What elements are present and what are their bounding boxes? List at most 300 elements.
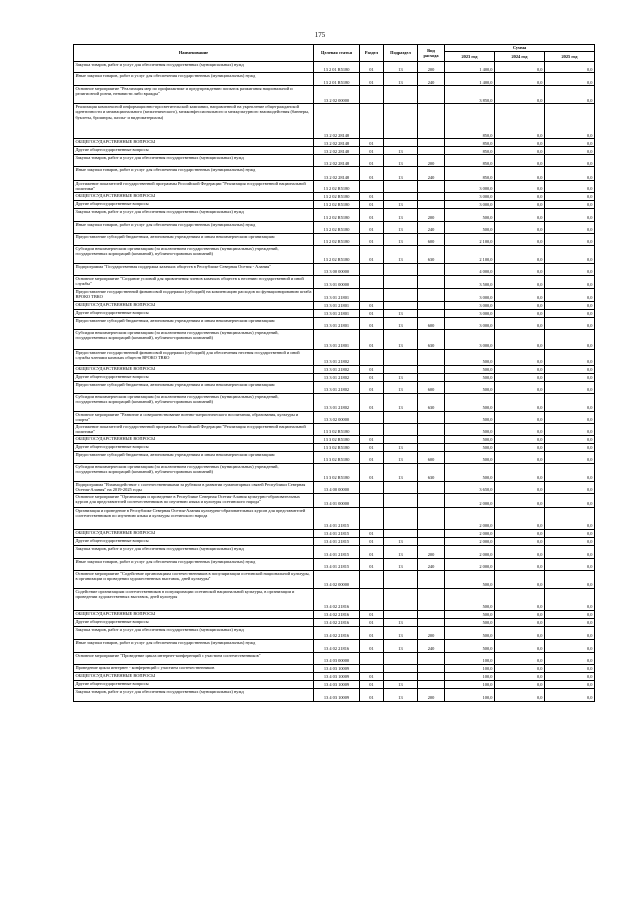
row-sum-2023: 2 000,0 (445, 558, 495, 570)
row-sum-2024: 0,0 (495, 680, 545, 688)
row-sum-2023: 100,0 (445, 672, 495, 680)
header-year-2025: 2025 год (545, 52, 595, 62)
header-sum: Сумма (445, 45, 595, 52)
row-sum-2023: 2 000,0 (445, 493, 495, 507)
row-expense-type: 600 (418, 451, 445, 463)
row-expense-type: 200 (418, 208, 445, 221)
row-sum-2024: 0,0 (495, 288, 545, 301)
row-section: 01 (360, 301, 384, 309)
row-sum-2025: 0,0 (545, 329, 595, 349)
row-sum-2025: 0,0 (545, 288, 595, 301)
row-name: Закупка товаров, работ и услуг для обеспечения государственных (муниципальных) нужд (74, 688, 314, 701)
row-target-article: 13 4 03 10009 (314, 680, 360, 688)
row-sum-2024: 0,0 (495, 309, 545, 317)
table-row (74, 537, 595, 545)
table-row (74, 365, 595, 373)
row-sum-2025: 0,0 (545, 192, 595, 200)
row-target-article: 13 3 01 21802 (314, 381, 360, 393)
row-sum-2024: 0,0 (495, 435, 545, 443)
row-sum-2024: 0,0 (495, 672, 545, 680)
table-row (74, 317, 595, 329)
row-name: Предоставление субсидий бюджетным, автономным учреждениям и иным некоммерческим организациям (74, 451, 314, 463)
row-sum-2024: 0,0 (495, 652, 545, 664)
row-sum-2024: 0,0 (495, 507, 545, 529)
row-section (360, 664, 384, 672)
row-sum-2023: 500,0 (445, 221, 495, 233)
row-target-article: 13 4 01 00000 (314, 493, 360, 507)
row-expense-type (418, 275, 445, 288)
row-name: Закупка товаров, работ и услуг для обеспечения государственных (муниципальных) нужд (74, 155, 314, 167)
row-sum-2025: 0,0 (545, 245, 595, 263)
row-name: Иные закупки товаров, работ и услуг для обеспечения государственных (муниципальных) нужд (74, 558, 314, 570)
row-sum-2024: 0,0 (495, 275, 545, 288)
row-target-article: 13 4 03 00000 (314, 652, 360, 664)
table-row (74, 139, 595, 147)
row-subsection: 13 (384, 463, 418, 481)
row-sum-2025: 0,0 (545, 208, 595, 221)
table-row (74, 664, 595, 672)
row-section (360, 481, 384, 493)
row-target-article: 13 4 03 10009 (314, 672, 360, 680)
row-subsection: 13 (384, 537, 418, 545)
table-row (74, 104, 595, 139)
row-target-article: 13 2 02 28148 (314, 167, 360, 181)
row-target-article: 13 2 02 R5180 (314, 192, 360, 200)
row-sum-2024: 0,0 (495, 263, 545, 275)
row-subsection: 13 (384, 208, 418, 221)
row-sum-2024: 0,0 (495, 329, 545, 349)
row-target-article: 13 3 02 00000 (314, 411, 360, 423)
row-target-article: 13 3 01 21801 (314, 309, 360, 317)
row-section: 01 (360, 147, 384, 155)
row-subsection: 13 (384, 545, 418, 558)
row-sum-2025: 0,0 (545, 349, 595, 365)
row-subsection: 13 (384, 618, 418, 626)
row-sum-2023: 2 000,0 (445, 507, 495, 529)
row-sum-2025: 0,0 (545, 381, 595, 393)
row-sum-2025: 0,0 (545, 639, 595, 652)
row-sum-2023: 850,0 (445, 155, 495, 167)
row-sum-2025: 0,0 (545, 529, 595, 537)
row-section (360, 652, 384, 664)
row-sum-2025: 0,0 (545, 393, 595, 411)
row-name: Закупка товаров, работ и услуг для обеспечения государственных (муниципальных) нужд (74, 626, 314, 639)
row-subsection (384, 493, 418, 507)
row-name: ОБЩЕГОСУДАРСТВЕННЫЕ ВОПРОСЫ (74, 672, 314, 680)
row-sum-2023: 3 000,0 (445, 309, 495, 317)
header-year-2024: 2024 год (495, 52, 545, 62)
row-target-article: 13 2 02 R5180 (314, 208, 360, 221)
row-subsection (384, 652, 418, 664)
row-sum-2025: 0,0 (545, 688, 595, 701)
row-expense-type: 200 (418, 155, 445, 167)
row-sum-2023: 3 000,0 (445, 329, 495, 349)
row-section: 01 (360, 545, 384, 558)
table-row (74, 373, 595, 381)
row-sum-2023: 500,0 (445, 411, 495, 423)
row-sum-2024: 0,0 (495, 245, 545, 263)
row-name: Основное мероприятие "Проведение цикла интернет-конференций с участием соотечественников" (74, 652, 314, 664)
row-target-article: 13 3 01 00000 (314, 275, 360, 288)
row-name: Другие общегосударственные вопросы (74, 309, 314, 317)
row-target-article: 13 3 01 21802 (314, 365, 360, 373)
row-sum-2024: 0,0 (495, 610, 545, 618)
row-expense-type (418, 481, 445, 493)
row-section: 01 (360, 381, 384, 393)
row-expense-type (418, 652, 445, 664)
row-expense-type (418, 139, 445, 147)
row-sum-2024: 0,0 (495, 208, 545, 221)
row-name: ОБЩЕГОСУДАРСТВЕННЫЕ ВОПРОСЫ (74, 365, 314, 373)
row-expense-type (418, 618, 445, 626)
row-name: Основное мероприятие "Организация и проведение в Республике Северная Осетия-Алания культурно-образовательных курсов для представителей соотечественников по изучению языка и культуры осетинского народа" (74, 493, 314, 507)
table-row (74, 329, 595, 349)
row-section (360, 507, 384, 529)
row-section (360, 275, 384, 288)
row-target-article: 13 4 02 21816 (314, 618, 360, 626)
row-section (360, 104, 384, 139)
row-sum-2024: 0,0 (495, 373, 545, 381)
row-section: 01 (360, 73, 384, 86)
row-sum-2024: 0,0 (495, 639, 545, 652)
row-sum-2024: 0,0 (495, 155, 545, 167)
row-sum-2024: 0,0 (495, 618, 545, 626)
table-row (74, 167, 595, 181)
row-subsection (384, 301, 418, 309)
row-sum-2025: 0,0 (545, 481, 595, 493)
row-sum-2024: 0,0 (495, 537, 545, 545)
row-sum-2025: 0,0 (545, 463, 595, 481)
row-expense-type (418, 192, 445, 200)
row-sum-2025: 0,0 (545, 570, 595, 588)
row-expense-type (418, 301, 445, 309)
row-section (360, 181, 384, 193)
row-subsection: 13 (384, 329, 418, 349)
row-name: Подпрограмма "Государственная поддержка казачьих обществ в Республике Северная Осетия - Алания" (74, 263, 314, 275)
row-sum-2023: 3 500,0 (445, 275, 495, 288)
budget-table-sheet (73, 44, 594, 702)
row-target-article: 13 2 02 28148 (314, 147, 360, 155)
row-section: 01 (360, 558, 384, 570)
row-subsection: 13 (384, 443, 418, 451)
row-subsection: 13 (384, 221, 418, 233)
row-name: ОБЩЕГОСУДАРСТВЕННЫЕ ВОПРОСЫ (74, 192, 314, 200)
row-section: 01 (360, 329, 384, 349)
row-target-article: 13 4 02 00000 (314, 570, 360, 588)
row-sum-2024: 0,0 (495, 463, 545, 481)
row-target-article: 13 3 02 R5180 (314, 435, 360, 443)
row-sum-2023: 1 400,0 (445, 62, 495, 73)
table-row (74, 618, 595, 626)
row-subsection: 13 (384, 147, 418, 155)
row-section: 01 (360, 221, 384, 233)
row-expense-type: 630 (418, 329, 445, 349)
row-name: ОБЩЕГОСУДАРСТВЕННЫЕ ВОПРОСЫ (74, 529, 314, 537)
row-sum-2025: 0,0 (545, 200, 595, 208)
row-target-article: 13 4 02 21816 (314, 610, 360, 618)
row-sum-2025: 0,0 (545, 365, 595, 373)
row-name: ОБЩЕГОСУДАРСТВЕННЫЕ ВОПРОСЫ (74, 610, 314, 618)
budget-table (73, 44, 595, 702)
row-sum-2023: 2 000,0 (445, 537, 495, 545)
row-target-article: 13 2 02 28148 (314, 104, 360, 139)
row-subsection: 13 (384, 200, 418, 208)
row-section: 01 (360, 200, 384, 208)
row-subsection (384, 610, 418, 618)
row-target-article: 13 3 01 21802 (314, 393, 360, 411)
row-sum-2023: 500,0 (445, 639, 495, 652)
row-subsection (384, 139, 418, 147)
row-expense-type (418, 493, 445, 507)
table-row (74, 200, 595, 208)
row-target-article: 13 2 02 R5180 (314, 200, 360, 208)
table-row (74, 86, 595, 104)
table-row (74, 588, 595, 610)
row-expense-type (418, 537, 445, 545)
row-sum-2024: 0,0 (495, 545, 545, 558)
row-sum-2024: 0,0 (495, 73, 545, 86)
row-sum-2023: 500,0 (445, 373, 495, 381)
row-target-article: 13 2 02 28148 (314, 139, 360, 147)
row-subsection: 13 (384, 451, 418, 463)
row-sum-2024: 0,0 (495, 443, 545, 451)
row-name: Предоставление субсидий бюджетным, автономным учреждениям и иным некоммерческим организациям (74, 381, 314, 393)
row-sum-2024: 0,0 (495, 393, 545, 411)
row-sum-2023: 500,0 (445, 610, 495, 618)
row-name: Другие общегосударственные вопросы (74, 537, 314, 545)
row-name: Содействие организациям соотечественников в популяризации осетинской национальной культуры, в организации и проведении художественных выставок, дней культуры (74, 588, 314, 610)
row-subsection: 13 (384, 688, 418, 701)
row-subsection (384, 507, 418, 529)
table-row (74, 147, 595, 155)
row-sum-2023: 500,0 (445, 208, 495, 221)
row-name: Реализация комплексной информационно-просветительской кампании, направленной на укрепление общегражданской идентичности и межнационального (межэтнического), межконфессионального и межкультурного взаимодействия (баннеры, буклеты, брошюры, пазлы- и видеоматериалы) (74, 104, 314, 139)
header-expense-type: Вид расхода (418, 45, 445, 62)
row-sum-2025: 0,0 (545, 537, 595, 545)
row-sum-2024: 0,0 (495, 192, 545, 200)
row-section: 01 (360, 451, 384, 463)
header-subsection: Подраздел (384, 45, 418, 62)
row-section (360, 493, 384, 507)
row-name: Субсидии некоммерческим организациям (за исключением государственных (муниципальных) учреждений, государственных корпораций (компаний), публично-правовых компаний) (74, 329, 314, 349)
row-subsection (384, 275, 418, 288)
row-target-article: 13 3 01 21801 (314, 301, 360, 309)
row-sum-2025: 0,0 (545, 317, 595, 329)
row-section: 01 (360, 233, 384, 245)
row-section (360, 288, 384, 301)
row-sum-2025: 0,0 (545, 493, 595, 507)
row-sum-2023: 500,0 (445, 618, 495, 626)
table-row (74, 529, 595, 537)
row-name: Основное мероприятие "Создание условий для привлечения членов казачьих обществ к несению государственной и иной службы" (74, 275, 314, 288)
row-sum-2023: 850,0 (445, 167, 495, 181)
row-subsection (384, 104, 418, 139)
row-subsection (384, 365, 418, 373)
row-sum-2025: 0,0 (545, 680, 595, 688)
table-row (74, 545, 595, 558)
table-row (74, 481, 595, 493)
row-expense-type: 630 (418, 245, 445, 263)
row-sum-2023: 500,0 (445, 423, 495, 435)
row-sum-2023: 2 100,0 (445, 233, 495, 245)
row-sum-2023: 3 000,0 (445, 200, 495, 208)
row-sum-2023: 500,0 (445, 435, 495, 443)
row-name: Иные закупки товаров, работ и услуг для обеспечения государственных (муниципальных) нужд (74, 221, 314, 233)
row-name: Основное мероприятие "Реализация мер по профилактике и предупреждению попыток разжигания национальной и религиозной розни, ненависти либо вражды" (74, 86, 314, 104)
table-row (74, 62, 595, 73)
row-name: Достижение показателей государственной программы Российской Федерации "Реализация государственной национальной политики" (74, 181, 314, 193)
table-row (74, 245, 595, 263)
row-section: 01 (360, 309, 384, 317)
row-expense-type: 600 (418, 381, 445, 393)
row-section: 01 (360, 443, 384, 451)
table-row (74, 301, 595, 309)
row-subsection: 13 (384, 233, 418, 245)
row-sum-2025: 0,0 (545, 443, 595, 451)
row-sum-2024: 0,0 (495, 221, 545, 233)
row-sum-2025: 0,0 (545, 411, 595, 423)
row-expense-type (418, 588, 445, 610)
row-section: 01 (360, 167, 384, 181)
row-subsection (384, 529, 418, 537)
row-section: 01 (360, 139, 384, 147)
row-subsection: 13 (384, 680, 418, 688)
row-expense-type (418, 373, 445, 381)
row-target-article: 13 2 01 R5180 (314, 62, 360, 73)
row-sum-2023: 500,0 (445, 570, 495, 588)
row-sum-2025: 0,0 (545, 147, 595, 155)
table-row (74, 381, 595, 393)
row-expense-type (418, 570, 445, 588)
row-section: 01 (360, 618, 384, 626)
row-sum-2024: 0,0 (495, 62, 545, 73)
row-sum-2023: 2 100,0 (445, 245, 495, 263)
row-name: Предоставление государственной финансовой поддержки (субсидий) для обеспечения несения государственной и иной службы членами казачьих обществ ВРОКО ТВКО (74, 349, 314, 365)
row-expense-type (418, 664, 445, 672)
table-row (74, 411, 595, 423)
row-name: Основное мероприятие "Развитие и совершенствование военно-патриотического воспитания, образования, культуры и спорта" (74, 411, 314, 423)
row-sum-2024: 0,0 (495, 451, 545, 463)
row-sum-2024: 0,0 (495, 349, 545, 365)
row-sum-2023: 850,0 (445, 147, 495, 155)
row-sum-2023: 500,0 (445, 381, 495, 393)
row-expense-type (418, 263, 445, 275)
row-target-article: 13 2 02 R5180 (314, 221, 360, 233)
row-sum-2025: 0,0 (545, 73, 595, 86)
row-expense-type: 200 (418, 626, 445, 639)
row-target-article: 13 3 02 R5180 (314, 463, 360, 481)
row-sum-2024: 0,0 (495, 626, 545, 639)
table-row (74, 610, 595, 618)
row-sum-2024: 0,0 (495, 381, 545, 393)
row-expense-type: 600 (418, 317, 445, 329)
table-row (74, 570, 595, 588)
row-name: Основное мероприятие "Содействие организациям соотечественников в популяризации осетинской национальной культуры, в организации и проведении художественных выставок, дней культуры" (74, 570, 314, 588)
row-section (360, 411, 384, 423)
row-subsection (384, 263, 418, 275)
row-section: 01 (360, 155, 384, 167)
row-sum-2023: 3 000,0 (445, 317, 495, 329)
row-target-article: 13 4 02 21816 (314, 588, 360, 610)
row-sum-2024: 0,0 (495, 317, 545, 329)
row-name: ОБЩЕГОСУДАРСТВЕННЫЕ ВОПРОСЫ (74, 301, 314, 309)
row-subsection: 13 (384, 309, 418, 317)
row-expense-type (418, 288, 445, 301)
row-expense-type (418, 610, 445, 618)
row-sum-2024: 0,0 (495, 411, 545, 423)
row-expense-type (418, 423, 445, 435)
row-target-article: 13 2 02 28148 (314, 155, 360, 167)
row-sum-2024: 0,0 (495, 558, 545, 570)
row-target-article: 13 4 01 21815 (314, 545, 360, 558)
row-subsection (384, 349, 418, 365)
row-subsection: 13 (384, 373, 418, 381)
row-sum-2025: 0,0 (545, 588, 595, 610)
row-sum-2024: 0,0 (495, 181, 545, 193)
row-subsection: 13 (384, 317, 418, 329)
row-section: 01 (360, 688, 384, 701)
row-subsection: 13 (384, 167, 418, 181)
row-section: 01 (360, 529, 384, 537)
row-name: Закупка товаров, работ и услуг для обеспечения государственных (муниципальных) нужд (74, 62, 314, 73)
table-row (74, 652, 595, 664)
row-expense-type (418, 435, 445, 443)
row-name: Проведение цикла интернет - конференций с участием соотечественников (74, 664, 314, 672)
row-name: Иные закупки товаров, работ и услуг для обеспечения государственных (муниципальных) нужд (74, 639, 314, 652)
row-subsection (384, 288, 418, 301)
table-row (74, 349, 595, 365)
row-expense-type (418, 309, 445, 317)
row-sum-2024: 0,0 (495, 86, 545, 104)
row-sum-2025: 0,0 (545, 263, 595, 275)
row-expense-type (418, 529, 445, 537)
row-sum-2024: 0,0 (495, 423, 545, 435)
row-subsection (384, 672, 418, 680)
row-subsection: 13 (384, 381, 418, 393)
row-name: Достижение показателей государственной программы Российской Федерации "Реализация государственной национальной политики" (74, 423, 314, 435)
row-expense-type (418, 672, 445, 680)
row-sum-2023: 500,0 (445, 463, 495, 481)
row-section: 01 (360, 626, 384, 639)
row-sum-2024: 0,0 (495, 688, 545, 701)
header-name: Наименование (74, 45, 314, 62)
row-section: 01 (360, 62, 384, 73)
row-sum-2023: 500,0 (445, 626, 495, 639)
row-sum-2023: 100,0 (445, 664, 495, 672)
row-subsection (384, 192, 418, 200)
table-row (74, 155, 595, 167)
row-target-article: 13 4 02 21816 (314, 626, 360, 639)
table-row (74, 192, 595, 200)
row-target-article: 13 4 03 10009 (314, 664, 360, 672)
row-subsection (384, 423, 418, 435)
row-sum-2023: 500,0 (445, 393, 495, 411)
row-target-article: 13 2 01 R5180 (314, 73, 360, 86)
row-sum-2023: 500,0 (445, 588, 495, 610)
row-sum-2025: 0,0 (545, 672, 595, 680)
row-expense-type: 240 (418, 558, 445, 570)
table-row (74, 680, 595, 688)
row-expense-type: 200 (418, 688, 445, 701)
row-subsection (384, 181, 418, 193)
row-expense-type (418, 365, 445, 373)
table-row (74, 639, 595, 652)
table-row (74, 493, 595, 507)
table-body (74, 62, 595, 702)
row-target-article: 13 3 01 21802 (314, 349, 360, 365)
row-target-article: 13 3 01 21802 (314, 373, 360, 381)
row-sum-2024: 0,0 (495, 167, 545, 181)
